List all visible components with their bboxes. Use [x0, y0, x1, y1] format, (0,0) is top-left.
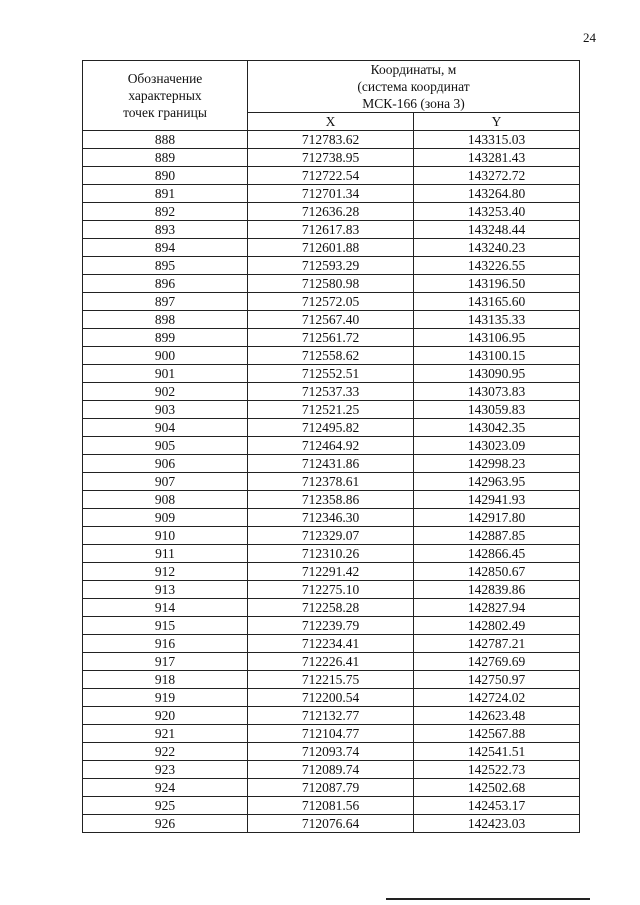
table-row: [83, 761, 580, 779]
point-cell: 924: [83, 779, 248, 797]
table-row: [83, 275, 580, 293]
point-cell: 902: [83, 383, 248, 401]
x-cell: 712431.86: [248, 455, 414, 473]
x-cell: 712617.83: [248, 221, 414, 239]
x-cell: 712567.40: [248, 311, 414, 329]
page-number: 24: [583, 30, 596, 45]
header-coords-line: МСК-166 (зона 3): [362, 96, 465, 111]
point-cell: 907: [83, 473, 248, 491]
x-cell: 712081.56: [248, 797, 414, 815]
table-row: [83, 203, 580, 221]
x-cell: 712558.62: [248, 347, 414, 365]
table-row: [83, 491, 580, 509]
point-cell: 918: [83, 671, 248, 689]
x-cell: 712234.41: [248, 635, 414, 653]
table-row: [83, 347, 580, 365]
table-body: [83, 131, 580, 833]
footer-rule: [386, 898, 590, 900]
x-cell: 712093.74: [248, 743, 414, 761]
table-row: [83, 779, 580, 797]
y-cell: 143281.43: [414, 149, 580, 167]
y-cell: 143059.83: [414, 401, 580, 419]
x-cell: 712561.72: [248, 329, 414, 347]
table-row: [83, 257, 580, 275]
x-cell: 712310.26: [248, 545, 414, 563]
table-row: [83, 473, 580, 491]
header-coordinates: [248, 61, 580, 113]
table-row: [83, 239, 580, 257]
point-cell: 891: [83, 185, 248, 203]
point-cell: 895: [83, 257, 248, 275]
x-cell: 712258.28: [248, 599, 414, 617]
x-cell: 712738.95: [248, 149, 414, 167]
table-header: [83, 61, 580, 131]
header-y: Y: [414, 113, 580, 131]
table-row: [83, 311, 580, 329]
y-cell: 143165.60: [414, 293, 580, 311]
table-row: [83, 185, 580, 203]
table-row: [83, 707, 580, 725]
y-cell: 142502.68: [414, 779, 580, 797]
point-cell: 915: [83, 617, 248, 635]
x-cell: 712076.64: [248, 815, 414, 833]
table-row: [83, 167, 580, 185]
point-cell: 898: [83, 311, 248, 329]
table-row: [83, 221, 580, 239]
y-cell: 142453.17: [414, 797, 580, 815]
x-cell: 712275.10: [248, 581, 414, 599]
x-cell: 712722.54: [248, 167, 414, 185]
point-cell: 889: [83, 149, 248, 167]
x-cell: 712572.05: [248, 293, 414, 311]
x-cell: 712200.54: [248, 689, 414, 707]
table-row: [83, 671, 580, 689]
point-cell: 913: [83, 581, 248, 599]
x-cell: 712358.86: [248, 491, 414, 509]
point-cell: 920: [83, 707, 248, 725]
y-cell: 143135.33: [414, 311, 580, 329]
y-cell: 142917.80: [414, 509, 580, 527]
table-row: [83, 365, 580, 383]
y-cell: 142750.97: [414, 671, 580, 689]
y-cell: 143042.35: [414, 419, 580, 437]
x-cell: 712346.30: [248, 509, 414, 527]
x-cell: 712464.92: [248, 437, 414, 455]
header-coords-line: (система координат: [357, 79, 470, 94]
x-cell: 712132.77: [248, 707, 414, 725]
x-cell: 712783.62: [248, 131, 414, 149]
y-cell: 142522.73: [414, 761, 580, 779]
x-cell: 712552.51: [248, 365, 414, 383]
table-row: [83, 455, 580, 473]
y-cell: 142998.23: [414, 455, 580, 473]
point-cell: 908: [83, 491, 248, 509]
point-cell: 903: [83, 401, 248, 419]
point-cell: 914: [83, 599, 248, 617]
point-cell: 910: [83, 527, 248, 545]
point-cell: 888: [83, 131, 248, 149]
x-cell: 712701.34: [248, 185, 414, 203]
point-cell: 911: [83, 545, 248, 563]
table-row: [83, 725, 580, 743]
x-cell: 712636.28: [248, 203, 414, 221]
x-cell: 712087.79: [248, 779, 414, 797]
y-cell: 143240.23: [414, 239, 580, 257]
x-cell: 712329.07: [248, 527, 414, 545]
table-row: [83, 437, 580, 455]
table-row: [83, 401, 580, 419]
y-cell: 142866.45: [414, 545, 580, 563]
point-cell: 906: [83, 455, 248, 473]
point-cell: 921: [83, 725, 248, 743]
y-cell: 142839.86: [414, 581, 580, 599]
header-point-line: Обозначение: [127, 71, 203, 86]
point-cell: 922: [83, 743, 248, 761]
y-cell: 142827.94: [414, 599, 580, 617]
y-cell: 143073.83: [414, 383, 580, 401]
point-cell: 912: [83, 563, 248, 581]
table-row: [83, 545, 580, 563]
table-row: [83, 329, 580, 347]
x-cell: 712378.61: [248, 473, 414, 491]
y-cell: 143106.95: [414, 329, 580, 347]
table-row: [83, 527, 580, 545]
y-cell: 142887.85: [414, 527, 580, 545]
y-cell: 143253.40: [414, 203, 580, 221]
point-cell: 904: [83, 419, 248, 437]
y-cell: 143090.95: [414, 365, 580, 383]
point-cell: 909: [83, 509, 248, 527]
table-row: [83, 149, 580, 167]
x-cell: 712226.41: [248, 653, 414, 671]
header-point-designation: [83, 61, 248, 131]
y-cell: 142769.69: [414, 653, 580, 671]
y-cell: 143196.50: [414, 275, 580, 293]
table-row: [83, 797, 580, 815]
point-cell: 896: [83, 275, 248, 293]
x-cell: 712239.79: [248, 617, 414, 635]
point-cell: 923: [83, 761, 248, 779]
table-row: [83, 509, 580, 527]
point-cell: 901: [83, 365, 248, 383]
table-row: [83, 689, 580, 707]
y-cell: 142787.21: [414, 635, 580, 653]
x-cell: 712495.82: [248, 419, 414, 437]
y-cell: 143272.72: [414, 167, 580, 185]
table-row: [83, 653, 580, 671]
x-cell: 712593.29: [248, 257, 414, 275]
table-row: [83, 815, 580, 833]
table-row: [83, 635, 580, 653]
y-cell: 142941.93: [414, 491, 580, 509]
point-cell: 916: [83, 635, 248, 653]
x-cell: 712601.88: [248, 239, 414, 257]
table-row: [83, 383, 580, 401]
point-cell: 890: [83, 167, 248, 185]
y-cell: 142567.88: [414, 725, 580, 743]
header-point-line: характерных: [128, 88, 202, 103]
point-cell: 900: [83, 347, 248, 365]
x-cell: 712104.77: [248, 725, 414, 743]
x-cell: 712537.33: [248, 383, 414, 401]
table-row: [83, 563, 580, 581]
y-cell: 142541.51: [414, 743, 580, 761]
x-cell: 712291.42: [248, 563, 414, 581]
table-row: [83, 419, 580, 437]
y-cell: 142963.95: [414, 473, 580, 491]
table-row: [83, 581, 580, 599]
y-cell: 143023.09: [414, 437, 580, 455]
y-cell: 143264.80: [414, 185, 580, 203]
point-cell: 894: [83, 239, 248, 257]
point-cell: 925: [83, 797, 248, 815]
coordinates-table: [82, 60, 580, 833]
x-cell: 712580.98: [248, 275, 414, 293]
point-cell: 893: [83, 221, 248, 239]
header-point-line: точек границы: [123, 105, 207, 120]
x-cell: 712521.25: [248, 401, 414, 419]
y-cell: 143226.55: [414, 257, 580, 275]
table-row: [83, 743, 580, 761]
y-cell: 142850.67: [414, 563, 580, 581]
y-cell: 142724.02: [414, 689, 580, 707]
table-row: [83, 131, 580, 149]
y-cell: 143248.44: [414, 221, 580, 239]
point-cell: 899: [83, 329, 248, 347]
header-coords-line: Координаты, м: [370, 62, 457, 77]
point-cell: 919: [83, 689, 248, 707]
table-row: [83, 599, 580, 617]
point-cell: 905: [83, 437, 248, 455]
y-cell: 143315.03: [414, 131, 580, 149]
point-cell: 917: [83, 653, 248, 671]
y-cell: 142623.48: [414, 707, 580, 725]
table-row: [83, 293, 580, 311]
point-cell: 897: [83, 293, 248, 311]
y-cell: 143100.15: [414, 347, 580, 365]
x-cell: 712089.74: [248, 761, 414, 779]
y-cell: 142423.03: [414, 815, 580, 833]
point-cell: 892: [83, 203, 248, 221]
x-cell: 712215.75: [248, 671, 414, 689]
table-row: [83, 617, 580, 635]
y-cell: 142802.49: [414, 617, 580, 635]
point-cell: 926: [83, 815, 248, 833]
header-x: X: [248, 113, 414, 131]
